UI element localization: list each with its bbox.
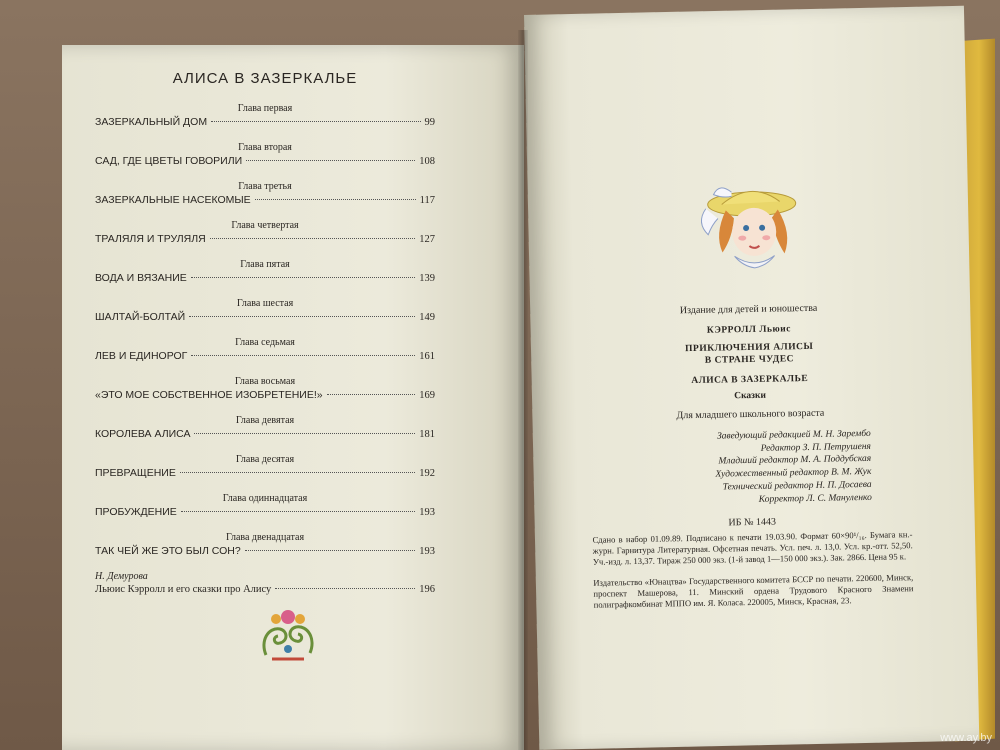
chapter-title: КОРОЛЕВА АЛИСА <box>95 428 191 440</box>
toc-entry <box>95 298 435 323</box>
page-number: 169 <box>419 390 435 401</box>
staff-line: Младший редактор М. А. Поддубская <box>718 454 872 467</box>
chapter-number: Глава девятая <box>235 415 295 426</box>
author-name: КЭРРОЛЛ Льюис <box>706 324 791 336</box>
decorative-ornament-icon <box>258 605 318 663</box>
book-gutter <box>518 30 528 750</box>
page-number: 149 <box>419 312 435 323</box>
staff-line: Редактор З. П. Петрушеня <box>760 441 872 454</box>
watermark: www.ay.by <box>940 732 992 744</box>
leader-dots <box>255 199 416 200</box>
imprint-section <box>586 175 913 611</box>
genre-label: Сказки <box>734 390 766 401</box>
chapter-title: ПРОБУЖДЕНИЕ <box>95 506 177 518</box>
leader-dots <box>194 433 415 434</box>
chapter-title: ЗАЗЕРКАЛЬНЫЕ НАСЕКОМЫЕ <box>95 194 251 206</box>
chapter-title: САД, ГДЕ ЦВЕТЫ ГОВОРИЛИ <box>95 155 243 167</box>
leader-dots <box>210 238 416 239</box>
table-of-contents <box>95 70 435 609</box>
toc-entry <box>95 103 435 128</box>
toc-entry <box>95 376 435 401</box>
page-number: 193 <box>419 507 435 518</box>
chapter-title: ТАК ЧЕЙ ЖЕ ЭТО БЫЛ СОН? <box>95 545 241 557</box>
alice-portrait-icon <box>691 177 803 279</box>
essay-entry <box>95 571 435 595</box>
page-number: 192 <box>419 468 435 479</box>
leader-dots <box>181 511 416 512</box>
ib-number: ИБ № 1443 <box>728 516 777 528</box>
leader-dots <box>246 160 415 161</box>
toc-entry <box>95 259 435 284</box>
chapter-number: Глава одиннадцатая <box>222 493 308 504</box>
chapter-number: Глава двенадцатая <box>225 532 305 543</box>
toc-entry <box>95 532 435 557</box>
page-number: 139 <box>419 273 435 284</box>
toc-entry <box>95 337 435 362</box>
chapter-number: Глава восьмая <box>234 376 296 387</box>
page-number: 117 <box>419 195 435 206</box>
toc-entry <box>95 181 435 206</box>
chapter-title: ЛЕВ И ЕДИНОРОГ <box>95 350 188 362</box>
leader-dots <box>275 588 415 589</box>
leader-dots <box>245 550 416 551</box>
page-number: 108 <box>419 156 435 167</box>
leader-dots <box>211 121 420 122</box>
chapter-title: ВОДА И ВЯЗАНИЕ <box>95 272 187 284</box>
chapter-title: ЗАЗЕРКАЛЬНЫЙ ДОМ <box>95 116 208 128</box>
leader-dots <box>191 355 415 356</box>
page-number: 127 <box>419 234 435 245</box>
chapter-number: Глава седьмая <box>235 337 295 348</box>
page-number: 161 <box>419 351 435 362</box>
chapter-number: Глава вторая <box>238 142 292 153</box>
editorial-staff <box>591 427 912 509</box>
page-number: 181 <box>419 429 435 440</box>
toc-entry <box>95 454 435 479</box>
chapter-number: Глава третья <box>238 181 292 192</box>
staff-line: Художественный редактор В. М. Жук <box>715 467 872 480</box>
print-specs: Сдано в набор 01.09.89. Подписано к печати 19.03.90. Формат 60×90¹/₁₆. Бумага кн.-журн. Гарнитура Литературная. Офсетная печать. Усл. печ. л. 13,0. Усл. кр.-отт. 52,50. Уч.-изд. л. 13,37. Тираж 250 000 экз. (1-й завод 1—150 000 экз.). Зак. 2866. Цена 95 к. <box>592 528 913 567</box>
leader-dots <box>327 394 416 395</box>
essay-title: Льюис Кэрролл и его сказки про Алису <box>95 584 272 595</box>
chapter-number: Глава шестая <box>236 298 294 309</box>
toc-title: АЛИСА В ЗАЗЕРКАЛЬЕ <box>172 70 358 87</box>
book-title-1 <box>589 339 909 369</box>
page-number: 193 <box>419 546 435 557</box>
chapter-number: Глава первая <box>237 103 293 114</box>
chapter-title: «ЭТО МОЕ СОБСТВЕННОЕ ИЗОБРЕТЕНИЕ!» <box>95 389 323 401</box>
chapter-number: Глава десятая <box>235 454 295 465</box>
page-number: 196 <box>419 584 435 595</box>
chapter-number: Глава пятая <box>240 259 290 270</box>
leader-dots <box>191 277 415 278</box>
book-title-1-line-2: В СТРАНЕ ЧУДЕС <box>704 354 795 367</box>
chapter-title: ПРЕВРАЩЕНИЕ <box>95 467 176 479</box>
age-note: Для младшего школьного возраста <box>676 407 825 421</box>
leader-dots <box>189 316 415 317</box>
toc-entry <box>95 220 435 245</box>
chapter-title: ТРАЛЯЛЯ И ТРУЛЯЛЯ <box>95 233 206 245</box>
staff-line: Корректор Л. С. Мануленко <box>758 492 872 505</box>
toc-entry <box>95 415 435 440</box>
toc-entry <box>95 493 435 518</box>
book-title-2: АЛИСА В ЗАЗЕРКАЛЬЕ <box>691 373 809 386</box>
audience-note: Издание для детей и юношества <box>679 302 818 317</box>
publisher-info: Издательство «Юнацтва» Государственного комитета БССР по печати. 220600, Минск, проспект Машерова, 11. Минский ордена Трудового Красного Знамени полиграфкомбинат МППО им. Я. Коласа. 220005, Минск, Красная, 23. <box>593 572 914 611</box>
leader-dots <box>180 472 415 473</box>
toc-entry <box>95 142 435 167</box>
essay-author: Н. Демурова <box>95 571 148 582</box>
chapter-number: Глава четвертая <box>231 220 299 231</box>
staff-line: Заведующий редакцией М. Н. Зарембо <box>716 428 871 442</box>
chapter-title: ШАЛТАЙ-БОЛТАЙ <box>95 311 186 323</box>
page-number: 99 <box>424 117 435 128</box>
staff-line: Технический редактор Н. П. Досаева <box>722 479 872 493</box>
book-title-1-line-1: ПРИКЛЮЧЕНИЯ АЛИСЫ <box>685 341 814 355</box>
